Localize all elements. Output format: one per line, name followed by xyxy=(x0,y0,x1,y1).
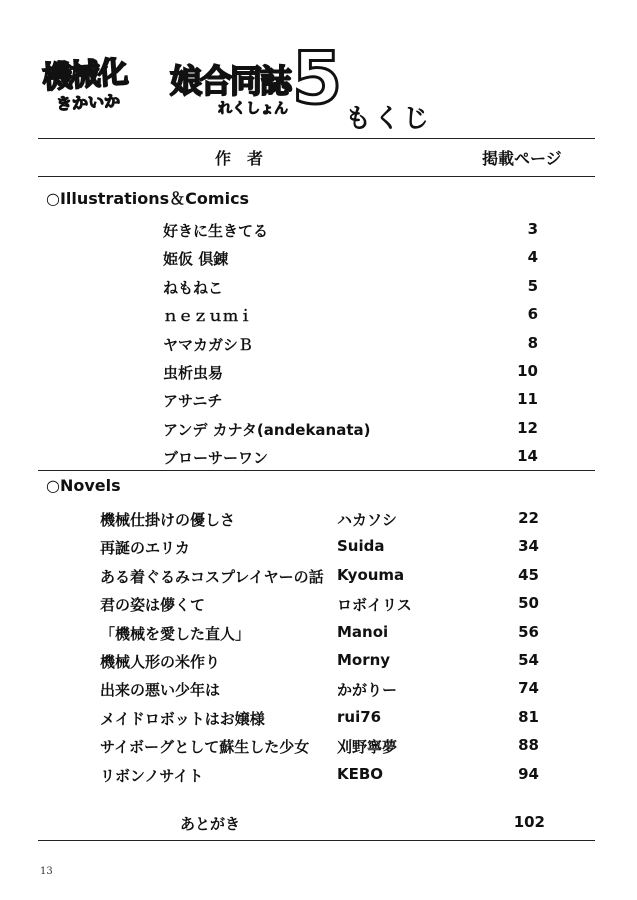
illustration-page: 5 xyxy=(527,276,538,295)
illustration-author: ｎｅｚｕｍｉ xyxy=(163,307,254,326)
novel-page: 22 xyxy=(518,509,539,527)
illustration-author: ねもねこ xyxy=(163,278,224,297)
illustration-page: 10 xyxy=(517,362,538,380)
illustration-author: ブローサーワン xyxy=(163,449,269,468)
novel-title: サイボーグとして蘇生した少女 xyxy=(100,738,310,757)
magazine-logo xyxy=(38,36,343,134)
section-label-illustrations: ○Illustrations＆Comics xyxy=(46,189,250,208)
page-number: 13 xyxy=(40,866,53,877)
novel-page: 54 xyxy=(518,651,539,669)
novel-author: ロボイリス xyxy=(337,596,412,615)
afterword-page: 102 xyxy=(513,813,545,831)
novel-author: かがりー xyxy=(337,681,398,700)
novel-author: Suida xyxy=(337,537,385,556)
logo-line-4: れくしょん xyxy=(218,101,288,117)
novel-page: 94 xyxy=(518,764,539,783)
illustration-author: 姫仮 倶錬 xyxy=(163,250,229,269)
novel-title: 機械仕掛けの優しさ xyxy=(100,511,236,529)
divider xyxy=(38,840,595,841)
afterword-label: あとがき xyxy=(180,815,241,833)
page-title: もくじ xyxy=(345,104,433,134)
illustration-page: 8 xyxy=(527,333,538,352)
illustration-author: 好きに生きてる xyxy=(163,222,269,240)
illustration-author: 虫析虫易 xyxy=(163,364,224,382)
illustration-page: 6 xyxy=(527,305,538,324)
novel-page: 88 xyxy=(518,736,539,755)
logo-line-2: きかいか xyxy=(55,91,121,114)
logo-number: 5 xyxy=(292,36,343,120)
novel-title: 出来の悪い少年は xyxy=(100,681,221,700)
page-column-header: 掲載ページ xyxy=(482,149,562,168)
novel-author: rui76 xyxy=(337,707,382,726)
illustration-page: 11 xyxy=(517,390,538,409)
author-column-header: 作 者 xyxy=(215,149,264,168)
novel-title: 再誕のエリカ xyxy=(100,539,190,558)
illustration-author: アンデ カナタ(andekanata) xyxy=(163,420,371,439)
divider xyxy=(38,176,595,177)
illustration-page: 4 xyxy=(527,248,538,267)
novel-title: リボンノサイト xyxy=(100,766,204,785)
novel-page: 81 xyxy=(518,707,539,726)
novel-page: 50 xyxy=(518,594,539,613)
novel-author: Manoi xyxy=(337,622,389,641)
illustration-author: ヤマカガシＢ xyxy=(163,335,254,354)
logo-line-1: 機械化 xyxy=(41,55,128,96)
section-label-novels: ○Novels xyxy=(46,476,121,495)
novel-title: 君の姿は儚くて xyxy=(100,596,206,615)
illustration-page: 12 xyxy=(517,418,538,437)
novel-author: KEBO xyxy=(337,764,384,783)
logo-line-3: 娘合同誌 xyxy=(170,62,291,100)
divider xyxy=(38,470,595,471)
novel-author: Kyouma xyxy=(337,565,405,584)
novel-title: メイドロボットはお嬢様 xyxy=(100,709,265,728)
novel-title: ある着ぐるみコスプレイヤーの話 xyxy=(100,567,324,586)
novel-author: ハカソシ xyxy=(337,511,398,529)
novel-title: 機械人形の米作り xyxy=(100,653,221,671)
illustration-page: 14 xyxy=(517,447,538,466)
novel-title: 「機械を愛した直人」 xyxy=(100,624,251,643)
illustration-page: 3 xyxy=(527,220,538,238)
novel-page: 74 xyxy=(518,679,539,698)
novel-page: 56 xyxy=(518,622,539,641)
illustration-author: アサニチ xyxy=(163,392,223,411)
novel-page: 34 xyxy=(518,537,539,556)
novel-page: 45 xyxy=(518,565,539,584)
novel-author: 刈野寧夢 xyxy=(337,738,398,757)
divider xyxy=(38,138,595,139)
novel-author: Morny xyxy=(337,651,391,669)
